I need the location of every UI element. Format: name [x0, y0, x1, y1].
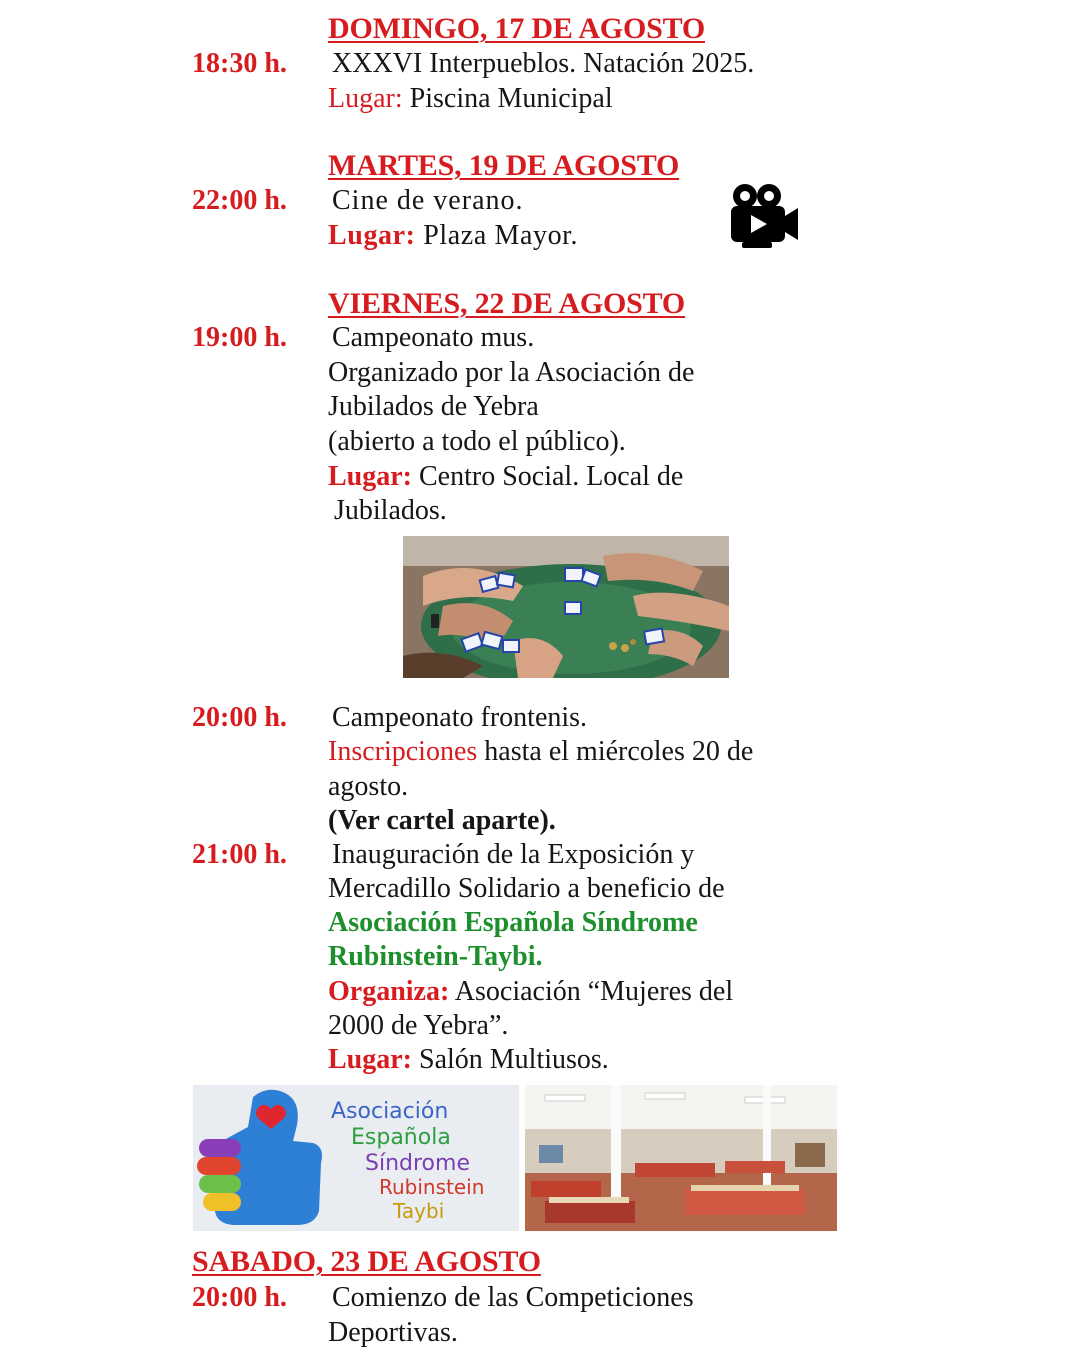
card-game-photo [403, 536, 729, 678]
event-line: Mercadillo Solidario a beneficio de [328, 873, 725, 904]
hall-illustration [525, 1085, 837, 1231]
day-heading-martes: MARTES, 19 DE AGOSTO [328, 149, 680, 182]
organiza-value: Asociación “Mujeres del [449, 976, 734, 1007]
event-organizer-cont: 2000 de Yebra”. [328, 1010, 509, 1041]
inscripciones-value: hasta el miércoles 20 de [477, 736, 754, 767]
mural-word: Asociación [331, 1099, 449, 1124]
event-place-cont: Jubilados. [334, 495, 447, 526]
event-title: Campeonato frontenis. [332, 702, 588, 733]
event-title: Comienzo de las Competiciones [332, 1282, 694, 1313]
event-place [328, 83, 613, 115]
event-title: Cine de verano. [332, 185, 524, 216]
card-table-illustration [403, 536, 729, 678]
association-name-cont: Rubinstein-Taybi. [328, 941, 543, 972]
event-line: Organizado por la Asociación de [328, 357, 695, 388]
mural-word: Rubinstein [379, 1175, 485, 1199]
place-value: Salón Multiusos. [412, 1044, 609, 1075]
event-line: Deportivas. [328, 1317, 458, 1348]
event-organizer [328, 976, 733, 1008]
place-value: Plaza Mayor. [415, 220, 579, 251]
place-value: Centro Social. Local de [412, 461, 684, 492]
event-note: (Ver cartel aparte). [328, 805, 556, 836]
inscripciones-label: Inscripciones [328, 736, 478, 767]
association-mural-photo [193, 1085, 519, 1231]
event-time: 18:30 h. [192, 48, 287, 79]
market-hall-photo [525, 1085, 837, 1231]
place-label: Lugar: [328, 461, 412, 492]
event-time: 20:00 h. [192, 702, 287, 733]
event-place [328, 220, 578, 252]
event-time: 19:00 h. [192, 322, 287, 353]
movie-camera-icon [728, 182, 800, 252]
association-name: Asociación Española Síndrome [328, 907, 698, 938]
event-place [328, 1044, 609, 1076]
place-label: Lugar: [328, 220, 416, 251]
mural-word: Española [351, 1125, 451, 1150]
event-time: 20:00 h. [192, 1282, 287, 1313]
event-title: Inauguración de la Exposición y [332, 839, 695, 870]
event-place [328, 461, 683, 493]
place-label: Lugar: [328, 83, 403, 114]
day-heading-domingo: DOMINGO, 17 DE AGOSTO [328, 12, 705, 45]
place-value: Piscina Municipal [402, 83, 613, 114]
event-line [328, 736, 753, 768]
place-label: Lugar: [328, 1044, 412, 1075]
event-title: Campeonato mus. [332, 322, 535, 353]
event-line: Jubilados de Yebra [328, 391, 539, 422]
event-time: 21:00 h. [192, 839, 287, 870]
day-heading-sabado: SABADO, 23 DE AGOSTO [192, 1245, 541, 1278]
day-heading-viernes: VIERNES, 22 DE AGOSTO [328, 287, 686, 320]
organiza-label: Organiza: [328, 976, 450, 1007]
mural-word: Síndrome [365, 1151, 470, 1176]
mural-word: Taybi [393, 1199, 445, 1223]
event-line: (abierto a todo el público). [328, 426, 626, 457]
event-title: XXXVI Interpueblos. Natación 2025. [332, 48, 755, 79]
event-time: 22:00 h. [192, 185, 287, 216]
event-line: agosto. [328, 771, 409, 802]
